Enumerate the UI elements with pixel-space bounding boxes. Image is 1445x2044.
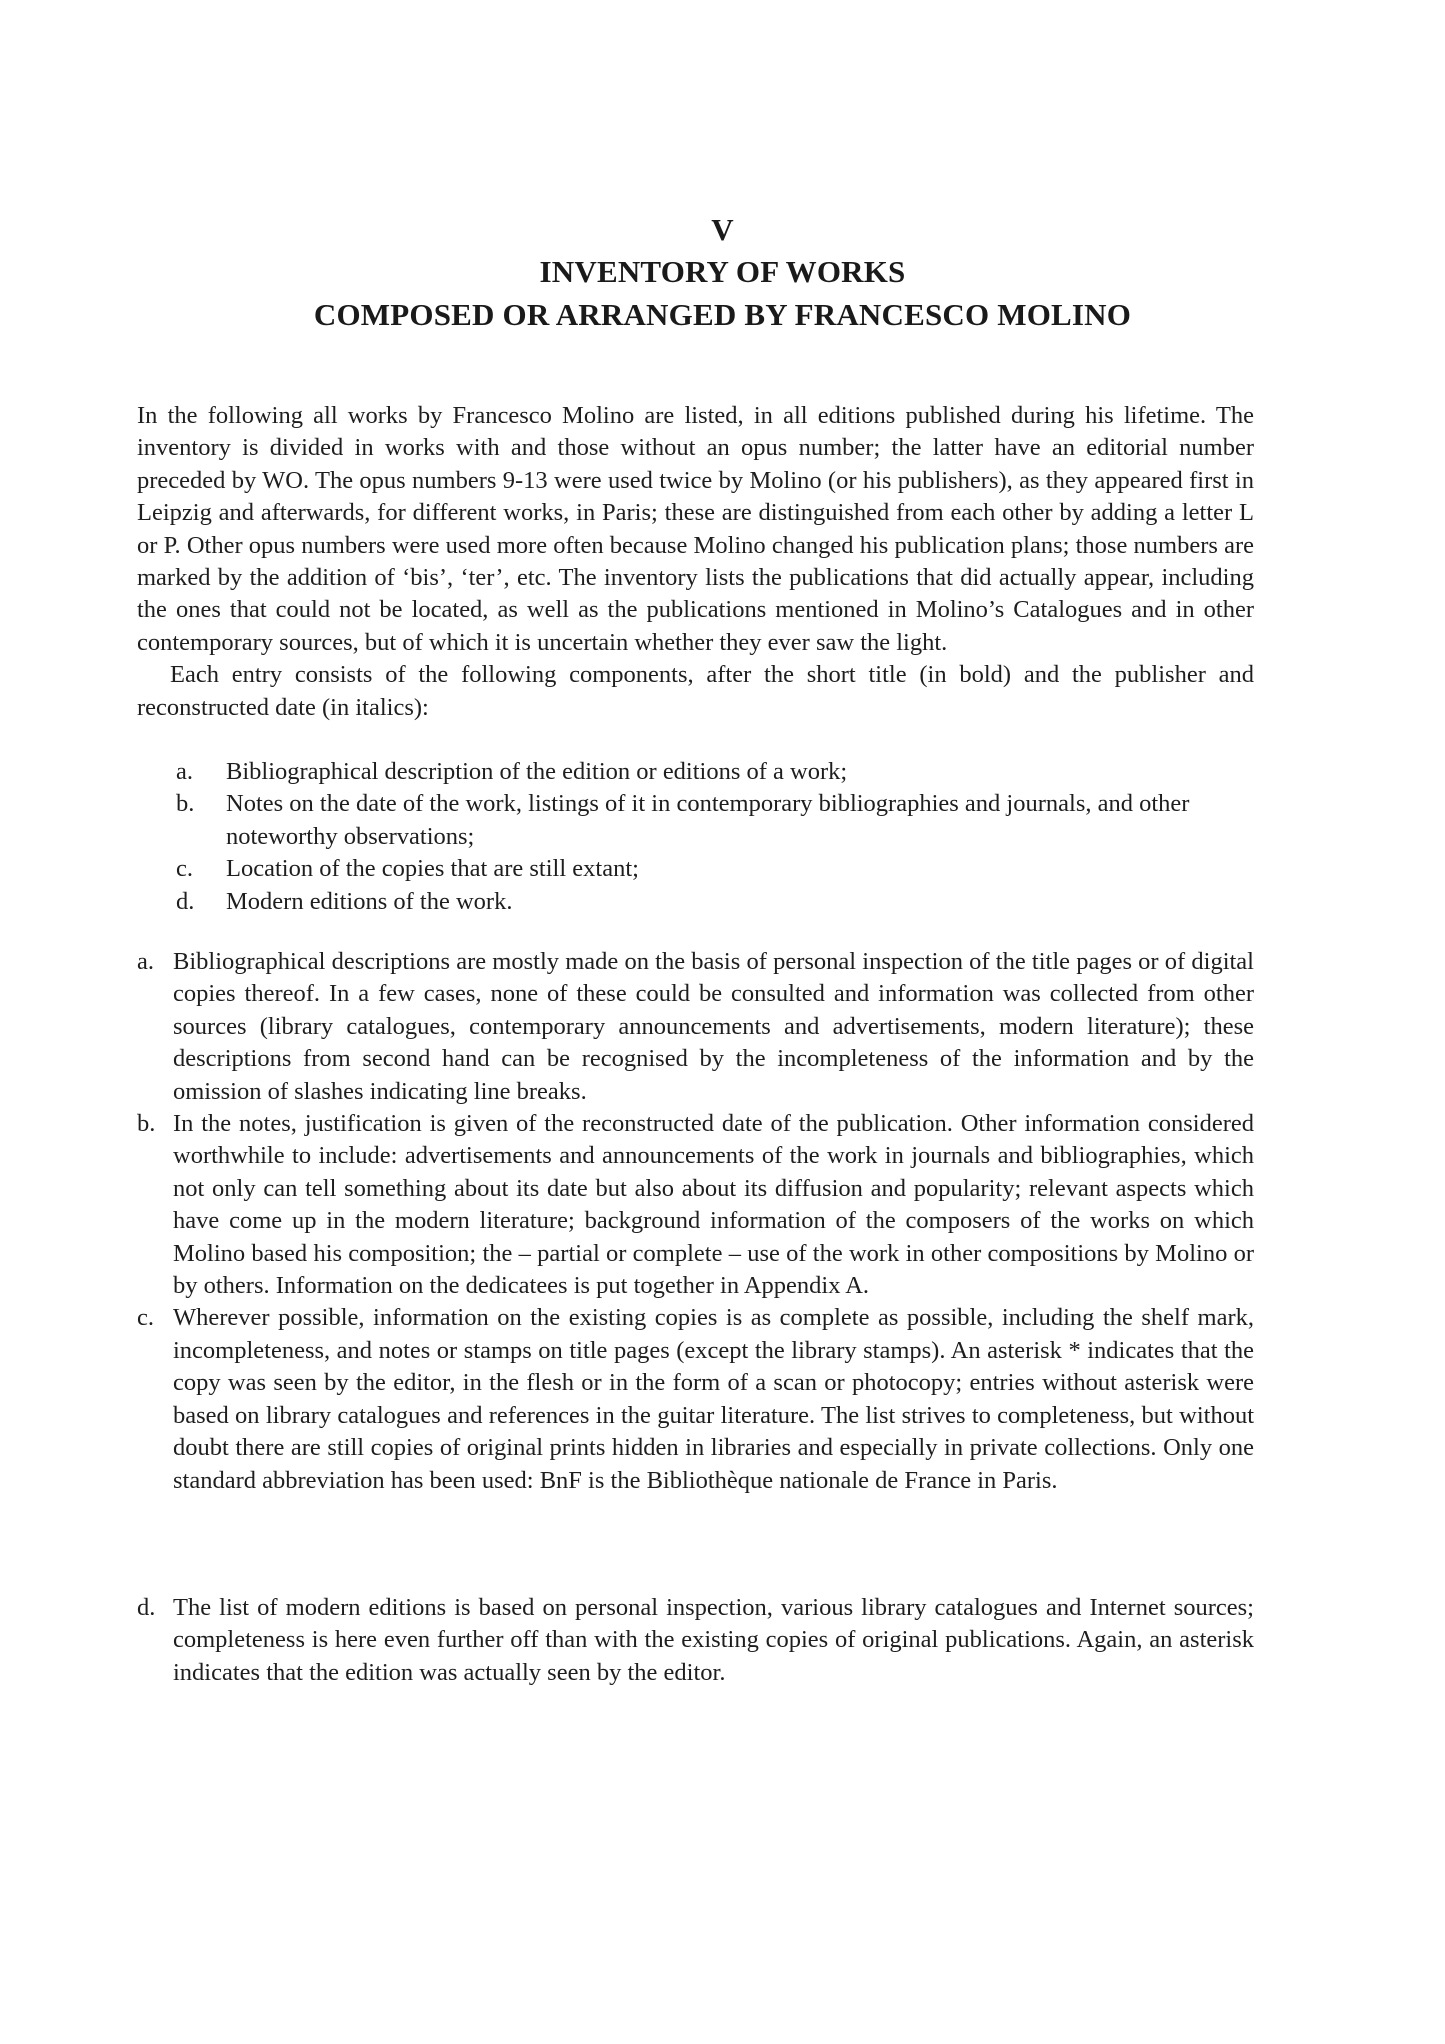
explanation-text: Wherever possible, information on the existing copies is as complete as possible, including the shelf mark, incompleteness, and notes or stamps on title pages (except the library stamps). An asterisk * indicates that the copy was seen by the editor, in the flesh or in the form of a scan or photocopy; entries without asterisk were based on library catalogues and references in the guitar literature. The list strives to completeness, but without doubt there are still copies of original prints hidden in libraries and especially in private collections. Only one standard abbreviation has been used: BnF is the Bibliothèque nationale de France in Paris.	[173, 1304, 1254, 1494]
list-marker: d.	[176, 887, 195, 915]
intro-paragraph-1: In the following all works by Francesco Molino are listed, in all editions published during his lifetime. The inventory is divided in works with and those without an opus number; the latter have an editorial number preceded by WO. The opus numbers 9-13 were used twice by Molino (or his publishers), as they appeared first in Leipzig and afterwards, for different works, in Paris; these are distinguished from each other by adding a letter L or P. Other opus numbers were used more often because Molino changed his publication plans; those numbers are marked by the addition of ‘bis’, ‘ter’, etc. The inventory lists the publications that did actually appear, including the ones that could not be located, as well as the publications mentioned in Molino’s Catalogues and in other contemporary sources, but of which it is uncertain whether they ever saw the light.	[137, 402, 1254, 656]
list-marker: b.	[137, 1110, 156, 1138]
list-item-text: Modern editions of the work.	[226, 887, 513, 915]
intro-paragraph-2: Each entry consists of the following components, after the short title (in bold) and the publisher and reconstructed date (in italics):	[137, 661, 1254, 721]
list-marker: c.	[137, 1304, 154, 1332]
components-list-item	[137, 853, 1254, 885]
explanation-item-d	[137, 1592, 1254, 1689]
list-item-text: Location of the copies that are still extant;	[226, 855, 639, 883]
chapter-title-line-1: INVENTORY OF WORKS	[539, 254, 906, 289]
list-marker: b.	[176, 790, 195, 818]
list-item-text: Notes on the date of the work, listings of it in contemporary bibliographies and journals, and other noteworthy observations;	[226, 790, 1190, 850]
list-marker: a.	[137, 948, 154, 975]
explanation-item-b	[137, 1108, 1254, 1302]
explanation-text: Bibliographical descriptions are mostly made on the basis of personal inspection of the title pages or of digital copies thereof. In a few cases, none of these could be consulted and information was collected from other sources (library catalogues, contemporary announcements and advertisements, modern literature); these descriptions from second hand can be recognised by the incompleteness of the information and by the omission of slashes indicating line breaks.	[173, 948, 1254, 1105]
explanation-item-c	[137, 1302, 1254, 1496]
components-list-item	[137, 886, 1254, 918]
chapter-number: V	[711, 212, 734, 247]
list-item-text: Bibliographical description of the edition or editions of a work;	[226, 758, 848, 785]
chapter-title-line-2: COMPOSED OR ARRANGED BY FRANCESCO MOLINO	[313, 297, 1132, 332]
explanations-list-continued	[137, 1592, 1254, 1689]
components-list	[137, 756, 1254, 918]
explanations-list	[137, 946, 1254, 1497]
explanation-text: In the notes, justification is given of the reconstructed date of the publication. Other information considered worthwhile to include: advertisements and announcements of the work in journals and bibliographies, which not only can tell something about its date but also about its diffusion and popularity; relevant aspects which have come up in the modern literature; background information of the composers of the works on which Molino based his composition; the – partial or complete – use of the work in other compositions by Molino or by others. Information on the dedicatees is put together in Appendix A.	[173, 1110, 1254, 1300]
list-marker: a.	[176, 758, 193, 785]
list-marker: c.	[176, 855, 193, 883]
list-marker: d.	[137, 1594, 156, 1621]
components-list-item	[137, 756, 1254, 788]
explanation-item-a	[137, 946, 1254, 1108]
explanation-text: The list of modern editions is based on personal inspection, various library catalogues and Internet sources; completeness is here even further off than with the existing copies of original publications. Again, an asterisk indicates that the edition was actually seen by the editor.	[173, 1594, 1254, 1686]
introduction	[137, 400, 1254, 724]
components-list-item	[137, 788, 1254, 853]
